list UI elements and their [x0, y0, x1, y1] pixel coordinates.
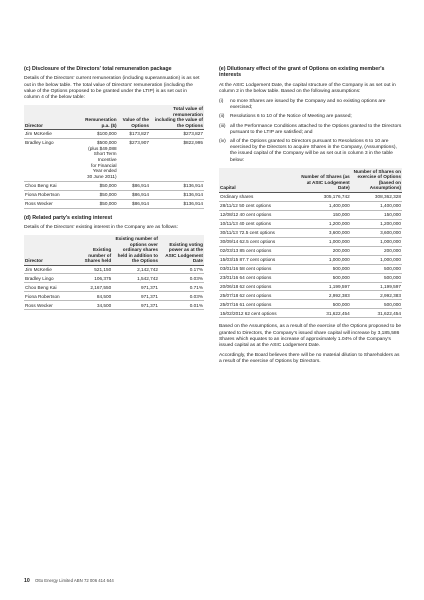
list-text: all of the Options granted to Directors pursuant to Resolutions 6 to 10 are exercised by the Directors to acquire Shares in the Company, (Assumptions), the issued capital of the Company will be as set out in column 3 in the table below: [230, 139, 397, 163]
options-cell: 971,371 [112, 283, 159, 292]
voting-cell: 0.17% [159, 265, 204, 274]
col-exercise-shares: Number of Shares on exercise of Options (based on Assumptions) [353, 168, 401, 191]
capital-cell: Ordinary shares [219, 192, 300, 201]
table-row [219, 309, 402, 318]
exercise-cell: 150,000 [351, 210, 402, 219]
shares-cell: 2,167,550 [78, 283, 112, 292]
director-cell: Choo Beng Kai [24, 283, 78, 292]
total-cell: $136,914 [150, 190, 204, 199]
shares-cell: 34,500 [78, 301, 112, 310]
capital-structure-table [219, 168, 402, 319]
list-marker: (ii) [219, 114, 225, 120]
table-row [219, 210, 402, 219]
total-cell: $273,827 [150, 130, 204, 139]
current-cell: 3,600,000 [300, 228, 351, 237]
exercise-cell: 31,622,454 [351, 309, 402, 318]
capital-table-body [219, 192, 402, 318]
page-number: 10 [24, 578, 30, 584]
list-text: no more Shares are issued by the Company and no existing options are exercised; [230, 99, 386, 111]
capital-cell: 03/01/16 58 cent options [219, 264, 300, 273]
col-voting-power: Existing voting power as at the ASIC Lodgement Date [165, 241, 203, 264]
section-e-heading: (e) Dilutionary effect of the grant of Options on existing member's interests [219, 66, 385, 79]
assumptions-list [219, 99, 402, 164]
section-e-after-1: Based on the Assumptions, as a result of the exercise of the Options proposed to be granted to Directors, the Company's issued share capital will increase by 3,185,586 Shares which equates to an increase of approximately 1.04% of the Company's issued capital as at the ASIC Lodgement Date. [219, 324, 402, 348]
col-total-value: Total value of remuneration including the value of the Options [154, 106, 203, 128]
capital-cell: 15/02/2012 62 cent options [219, 309, 300, 318]
list-marker: (i) [219, 99, 224, 104]
list-marker: (iii) [219, 123, 226, 129]
footer-text: Otto Energy Limited ABN 72 006 414 644 [34, 578, 114, 583]
table-row [219, 291, 402, 300]
table-row [24, 265, 204, 274]
right-column [219, 66, 402, 370]
director-cell: Jim McKerlie [24, 265, 78, 274]
section-e-after-2: Accordingly, the Board believes there will be no material dilution to Shareholders as a result of the exercise of Options by Directors. [219, 353, 400, 365]
capital-cell: 15/03/15 87.7 cent options [219, 255, 300, 264]
director-cell: Ross Wecker [24, 301, 78, 310]
list-text: Resolutions 6 to 10 of the Notice of Meeting are passed; [230, 114, 352, 120]
capital-cell: 02/03/13 85 cent options [219, 246, 300, 255]
options-cell: 971,371 [112, 292, 159, 301]
col-remuneration: Remuneration p.a. ($) [85, 117, 117, 128]
table-row [219, 201, 402, 210]
table-row [24, 139, 204, 182]
current-cell: 1,400,000 [300, 201, 351, 210]
current-cell: 1,200,000 [300, 219, 351, 228]
capital-cell: 12/08/12 40 cent options [219, 210, 300, 219]
remuneration-cell: $50,000 [78, 190, 118, 199]
capital-cell: 10/11/13 40 cent options [219, 219, 300, 228]
exercise-cell: 1,199,597 [351, 282, 402, 291]
table-row [219, 264, 402, 273]
exercise-cell: 500,000 [351, 273, 402, 282]
director-cell: Bradley Lingo [24, 139, 78, 182]
exercise-cell: 3,600,000 [351, 228, 402, 237]
options-cell: $86,914 [118, 181, 150, 190]
exercise-cell: 1,400,000 [351, 201, 402, 210]
exercise-cell: 1,200,000 [351, 219, 402, 228]
table-row [219, 300, 402, 309]
table-row [24, 283, 204, 292]
options-cell: $86,914 [118, 190, 150, 199]
total-cell: $136,914 [150, 181, 204, 190]
director-cell: Fiona Robertson [24, 292, 78, 301]
col-options-value: Value of the Options [122, 117, 149, 128]
shares-cell: 106,375 [78, 274, 112, 283]
exercise-cell: 2,992,383 [351, 291, 402, 300]
col-capital: Capital [220, 185, 236, 191]
voting-cell: 0.01% [159, 301, 204, 310]
director-cell: Jim McKerlie [24, 130, 78, 139]
exercise-cell: 500,000 [351, 264, 402, 273]
current-cell: 500,000 [300, 300, 351, 309]
section-c-intro: Details of the Directors' current remuneration (including superannuation) is as set out in the below table. The total value of Directors' remuneration (including the value of the Options proposed to be granted under the LTIP) is as set out in column 4 of the below table: [24, 76, 200, 100]
col-director: Director [25, 258, 43, 264]
capital-cell: 30/09/14 62.5 cent options [219, 237, 300, 246]
voting-cell: 0.03% [159, 274, 204, 283]
current-cell: 1,199,597 [300, 282, 351, 291]
current-cell: 31,622,454 [300, 309, 351, 318]
director-cell: Fiona Robertson [24, 190, 78, 199]
col-shares-held: Existing number of Shares held [84, 247, 112, 264]
options-cell: 2,142,742 [112, 265, 159, 274]
capital-cell: 28/11/12 50 cent options [219, 201, 300, 210]
list-text: all the Performance Conditions attached to the Options granted to the Directors pursuant to the LTIP are satisfied; and [230, 123, 402, 135]
table-row [219, 237, 402, 246]
list-item [219, 114, 402, 120]
table-row [24, 199, 204, 208]
options-cell: $86,914 [118, 199, 150, 208]
current-cell: 1,000,000 [300, 237, 351, 246]
list-item [219, 99, 402, 111]
exercise-cell: 500,000 [351, 300, 402, 309]
list-marker: (iv) [219, 139, 226, 145]
capital-cell: 30/11/13 72.5 cent options [219, 228, 300, 237]
shares-cell: 521,150 [78, 265, 112, 274]
remuneration-table [24, 105, 204, 208]
list-item [219, 139, 402, 164]
capital-cell: 25/07/16 61 cent options [219, 300, 300, 309]
table-row [219, 219, 402, 228]
current-cell: 1,000,000 [300, 255, 351, 264]
col-director: Director [25, 122, 43, 128]
current-cell: 2,992,383 [300, 291, 351, 300]
col-current-shares: Number of Shares (as at ASIC Lodgement Date) [301, 174, 350, 191]
remuneration-cell: $500,000 (plus $49,088 Short Term Incentive for Financial Year ended 30 June 2011) [78, 139, 118, 182]
col-options-held: Existing number of options over ordinary shares held in addition to the Options [115, 236, 158, 264]
table-row [219, 282, 402, 291]
options-cell: 971,371 [112, 301, 159, 310]
options-cell: 1,542,742 [112, 274, 159, 283]
list-item [219, 124, 402, 136]
director-cell: Ross Wecker [24, 199, 78, 208]
table-row [24, 190, 204, 199]
current-cell: 200,000 [300, 246, 351, 255]
total-cell: $822,995 [150, 139, 204, 182]
table-row [219, 192, 402, 201]
table-row [24, 292, 204, 301]
options-cell: $273,907 [118, 139, 150, 182]
director-cell: Choo Beng Kai [24, 181, 78, 190]
table-row [219, 273, 402, 282]
exercise-cell: 200,000 [351, 246, 402, 255]
table-row [219, 228, 402, 237]
capital-cell: 23/01/16 64 cent options [219, 273, 300, 282]
remuneration-cell: $50,000 [78, 199, 118, 208]
section-c-heading: (c) Disclosure of the Directors' total remuneration package [24, 66, 172, 72]
table-row [219, 246, 402, 255]
remuneration-cell: $50,000 [78, 181, 118, 190]
current-cell: 500,000 [300, 273, 351, 282]
exercise-cell: 1,000,000 [351, 237, 402, 246]
section-d-heading: (d) Related party's existing interest [24, 214, 113, 221]
shares-cell: 84,500 [78, 292, 112, 301]
remuneration-cell: $100,000 [78, 130, 118, 139]
table-row [24, 130, 204, 139]
voting-cell: 0.03% [159, 292, 204, 301]
left-column [24, 66, 204, 316]
existing-interest-table [24, 235, 204, 310]
exercise-cell: 1,000,000 [351, 255, 402, 264]
table-row [219, 255, 402, 264]
table-row [24, 274, 204, 283]
section-e-intro: At the ASIC Lodgement Date, the capital structure of the Company is as set out in column 2 in the below table. Based on the following assumptions: [219, 82, 396, 94]
exercise-cell: 308,362,328 [351, 192, 402, 201]
capital-cell: 25/07/18 62 cent options [219, 291, 300, 300]
total-cell: $136,914 [150, 199, 204, 208]
current-cell: 500,000 [300, 264, 351, 273]
current-cell: 150,000 [300, 210, 351, 219]
section-d-intro: Details of the Directors' existing interest in the Company are as follows: [24, 224, 178, 230]
director-cell: Bradley Lingo [24, 274, 78, 283]
table-row [24, 181, 204, 190]
current-cell: 305,176,742 [300, 192, 351, 201]
page-footer [24, 578, 114, 584]
table-row [24, 301, 204, 310]
capital-cell: 20/06/18 62 cent options [219, 282, 300, 291]
options-cell: $173,827 [118, 130, 150, 139]
voting-cell: 0.71% [159, 283, 204, 292]
